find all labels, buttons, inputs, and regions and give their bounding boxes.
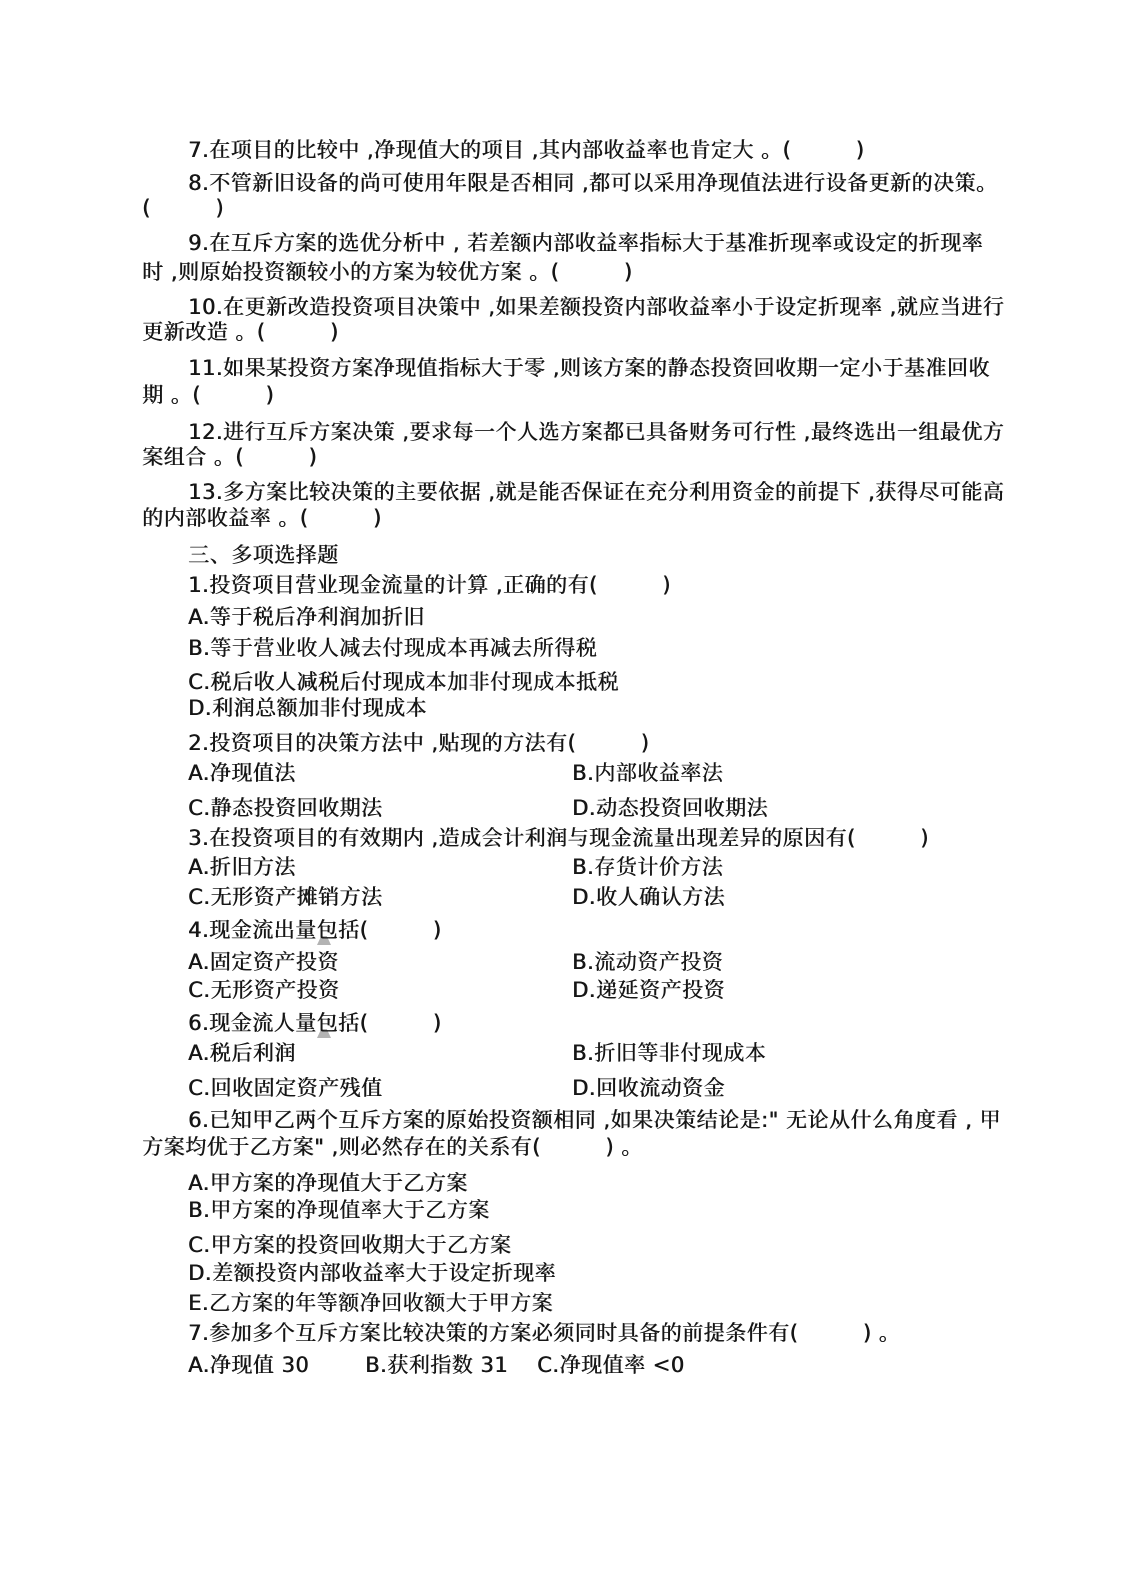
- option-text: A.折旧方法: [188, 855, 296, 879]
- text-line: [0, 633, 1128, 663]
- line-text: 11.如果某投资方案净现值指标大于零 ,则该方案的静态投资回收期一定小于基准回收: [188, 356, 990, 380]
- text-line: [0, 947, 1128, 977]
- line-text: 7.参加多个互斥方案比较决策的方案必须同时具备的前提条件有( ) 。: [188, 1321, 901, 1345]
- option-text: C.静态投资回收期法: [188, 796, 383, 820]
- text-line: [0, 570, 1128, 600]
- option-text: B.折旧等非付现成本: [572, 1041, 767, 1065]
- text-line: [0, 193, 1128, 223]
- line-text: 时 ,则原始投资额较小的方案为较优方案 。( ): [142, 260, 633, 284]
- option-text: C.净现值率 <0: [537, 1353, 685, 1377]
- line-text: 10.在更新改造投资项目决策中 ,如果差额投资内部收益率小于设定折现率 ,就应当进行: [188, 295, 1005, 319]
- option-text: B.内部收益率法: [572, 761, 724, 785]
- option-text: A.固定资产投资: [188, 950, 339, 974]
- text-line: [0, 882, 1128, 912]
- line-text: 13.多方案比较决策的主要依据 ,就是能否保证在充分利用资金的前提下 ,获得尽可能高: [188, 480, 1005, 504]
- line-text: 8.不管新旧设备的尚可使用年限是否相同 ,都可以采用净现值法进行设备更新的决策。: [188, 171, 998, 195]
- line-text: 7.在项目的比较中 ,净现值大的项目 ,其内部收益率也肯定大 。( ): [188, 138, 865, 162]
- line-text: 2.投资项目的决策方法中 ,贴现的方法有( ): [188, 731, 650, 755]
- option-text: C.无形资产摊销方法: [188, 885, 383, 909]
- option-text: D.收人确认方法: [572, 885, 725, 909]
- text-line: [0, 317, 1128, 347]
- text-line: [0, 602, 1128, 632]
- text-line: [0, 380, 1128, 410]
- line-text: A.甲方案的净现值大于乙方案: [188, 1171, 468, 1195]
- line-text: C.甲方案的投资回收期大于乙方案: [188, 1233, 512, 1257]
- text-line: [0, 1132, 1128, 1162]
- text-line: [0, 135, 1128, 165]
- line-text: D.利润总额加非付现成本: [188, 696, 427, 720]
- line-text: 1.投资项目营业现金流量的计算 ,正确的有( ): [188, 573, 671, 597]
- text-line: [0, 1258, 1128, 1288]
- line-text: 的内部收益率 。( ): [142, 506, 382, 530]
- text-line: [0, 1008, 1128, 1038]
- line-text: 三、多项选择题: [188, 543, 339, 567]
- text-line: [0, 1073, 1128, 1103]
- option-text: A.净现值法: [188, 761, 296, 785]
- option-text: A.税后利润: [188, 1041, 296, 1065]
- text-line: [0, 1230, 1128, 1260]
- option-text: D.动态投资回收期法: [572, 796, 768, 820]
- text-line: [0, 1195, 1128, 1225]
- option-text: A.净现值 30: [188, 1353, 310, 1377]
- line-text: 12.进行互斥方案决策 ,要求每一个人选方案都已具备财务可行性 ,最终选出一组最优方: [188, 420, 1005, 444]
- text-line: [0, 257, 1128, 287]
- option-text: C.回收固定资产残值: [188, 1076, 383, 1100]
- line-text: 更新改造 。( ): [142, 320, 339, 344]
- line-text: B.等于营业收人减去付现成本再减去所得税: [188, 636, 598, 660]
- option-text: D.递延资产投资: [572, 978, 725, 1002]
- line-text: 6.现金流人量包括( ): [188, 1011, 442, 1035]
- option-text: D.回收流动资金: [572, 1076, 725, 1100]
- line-text: 4.现金流出量包括( ): [188, 918, 442, 942]
- text-line: [0, 693, 1128, 723]
- text-line: [0, 823, 1128, 853]
- option-text: B.存货计价方法: [572, 855, 724, 879]
- text-line: [0, 975, 1128, 1005]
- line-text: C.税后收人减税后付现成本加非付现成本抵税: [188, 670, 619, 694]
- option-text: B.获利指数 31: [365, 1353, 508, 1377]
- text-line: [0, 758, 1128, 788]
- line-text: E.乙方案的年等额净回收额大于甲方案: [188, 1291, 553, 1315]
- text-line: [0, 728, 1128, 758]
- line-text: B.甲方案的净现值率大于乙方案: [188, 1198, 490, 1222]
- text-line: [0, 852, 1128, 882]
- text-line: [0, 793, 1128, 823]
- text-line: [0, 1038, 1128, 1068]
- option-text: B.流动资产投资: [572, 950, 724, 974]
- text-line: [0, 228, 1128, 258]
- line-text: A.等于税后净利润加折旧: [188, 605, 425, 629]
- text-line: [0, 1168, 1128, 1198]
- text-line: [0, 1288, 1128, 1318]
- line-text: 9.在互斥方案的选优分析中 , 若差额内部收益率指标大于基准折现率或设定的折现率: [188, 231, 984, 255]
- line-text: ( ): [142, 196, 224, 220]
- line-text: 3.在投资项目的有效期内 ,造成会计利润与现金流量出现差异的原因有( ): [188, 826, 929, 850]
- text-line: [0, 915, 1128, 945]
- line-text: 方案均优于乙方案" ,则必然存在的关系有( ) 。: [142, 1135, 643, 1159]
- line-text: 期 。( ): [142, 383, 275, 407]
- text-line: [0, 503, 1128, 533]
- line-text: D.差额投资内部收益率大于设定折现率: [188, 1261, 556, 1285]
- line-text: 6.已知甲乙两个互斥方案的原始投资额相同 ,如果决策结论是:" 无论从什么角度看 , 甲: [188, 1108, 1001, 1132]
- text-line: [0, 540, 1128, 570]
- option-text: C.无形资产投资: [188, 978, 340, 1002]
- text-line: [0, 1105, 1128, 1135]
- text-line: [0, 353, 1128, 383]
- text-line: [0, 442, 1128, 472]
- text-line: [0, 1350, 1128, 1380]
- line-text: 案组合 。( ): [142, 445, 318, 469]
- text-line: [0, 1318, 1128, 1348]
